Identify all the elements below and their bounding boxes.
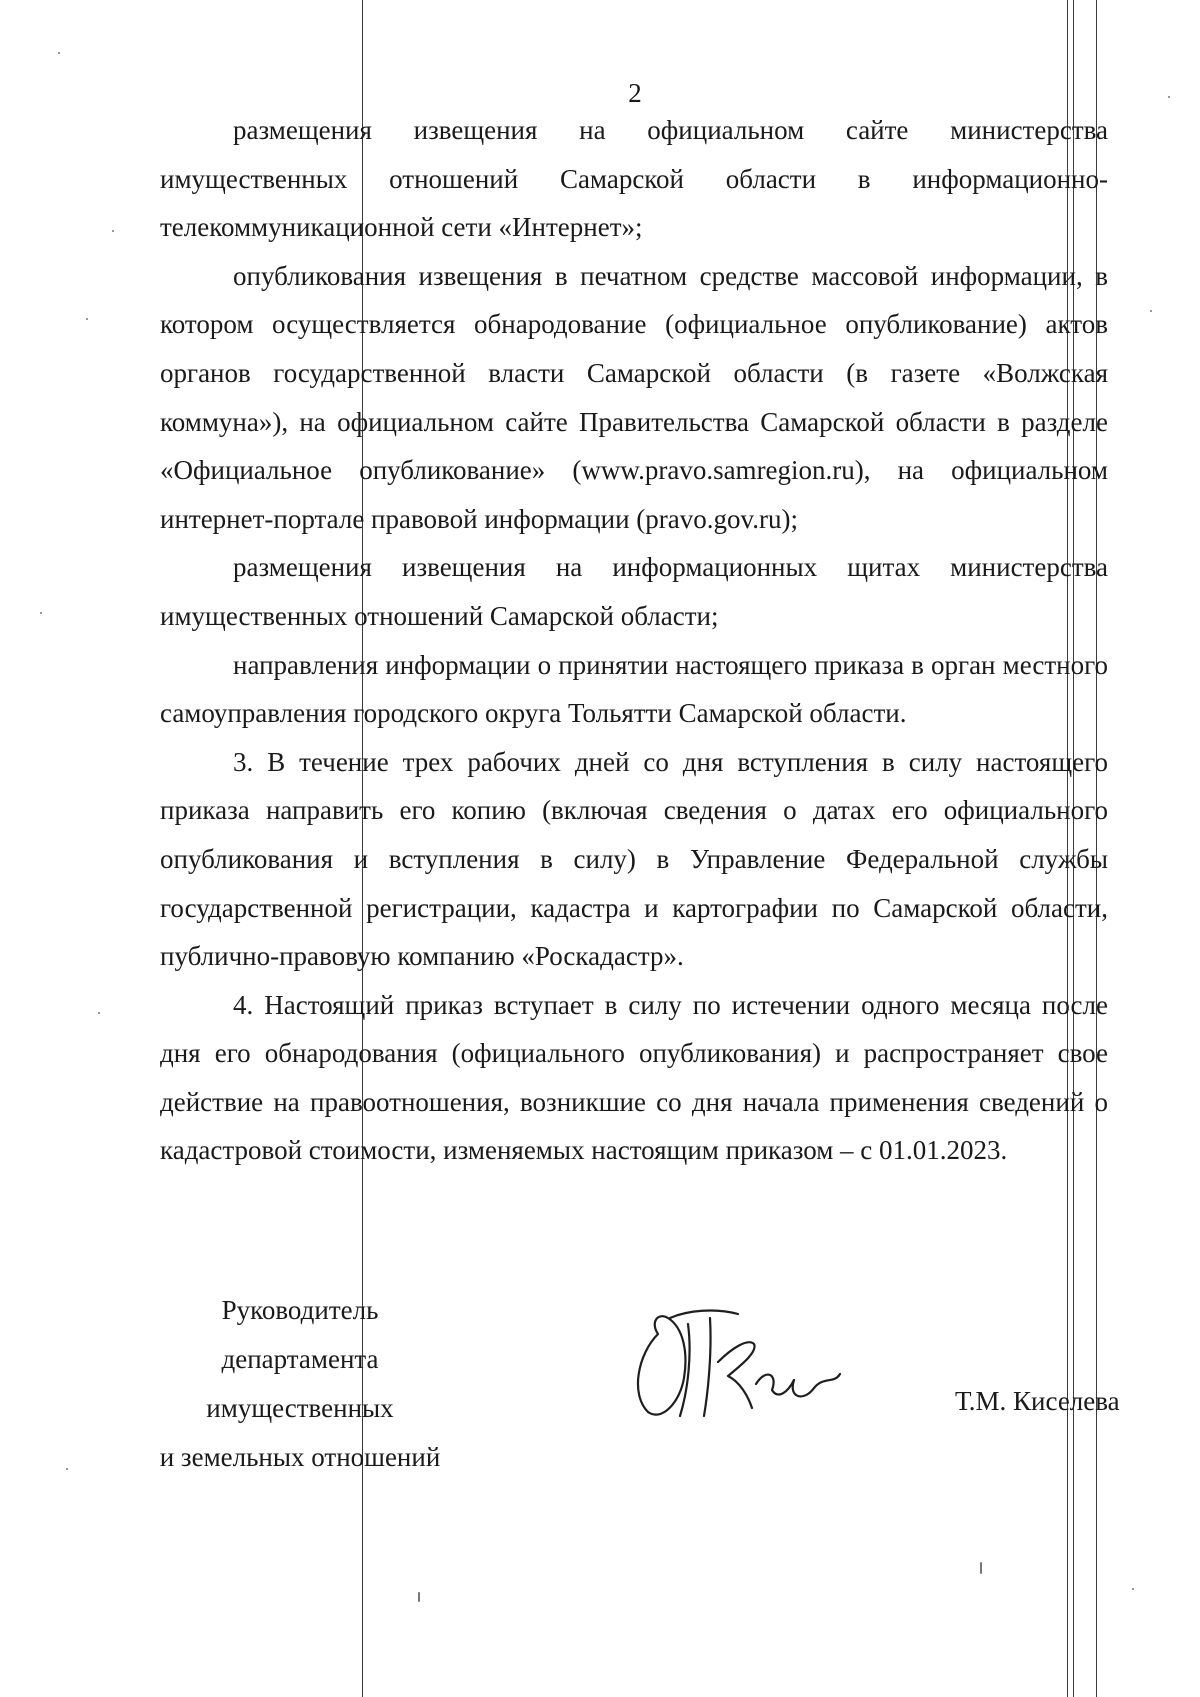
signatory-title-line: и земельных отношений (159, 1442, 441, 1472)
signatory-title-line: департамента (221, 1344, 379, 1374)
scan-speck (112, 230, 114, 232)
paragraph-item-3: 3. В течение трех рабочих дней со дня вступления в силу настоящего приказа направить его копию (включая сведения о датах его официального опубликования и вступления в силу) в Управление Федеральной службы государственной регистрации, кадастра и картографии по Самарской области, публично-правовую компанию «Роскадастр». (160, 746, 1108, 972)
scan-speck (86, 318, 88, 320)
scan-speck (1168, 96, 1170, 98)
signatory-name: Т.М. Киселева (955, 1386, 1120, 1416)
scan-speck (418, 1592, 420, 1602)
paragraph-item-4: 4. Настоящий приказ вступает в силу по истечении одного месяца после дня его обнародования (официального опубликования) и распространяет свое действие на правоотношения, возникшие со дня начала применения сведений о кадастровой стоимости, изменяемых настоящим приказом – с 01.01.2023. (160, 989, 1108, 1166)
scan-speck (980, 1562, 982, 1574)
signatory-title-line: Руководитель (221, 1295, 379, 1325)
handwritten-signature (628, 1304, 848, 1424)
scan-speck (40, 612, 42, 614)
paragraph-local-government: направления информации о принятии настоящего приказа в орган местного самоуправления городского округа Тольятти Самарской области. (160, 649, 1108, 729)
document-body (160, 106, 1108, 1175)
scan-speck (98, 1012, 100, 1014)
signatory-title-line: имущественных (206, 1393, 394, 1423)
scan-speck (58, 52, 60, 54)
signatory-title (130, 1286, 470, 1482)
paragraph-print-publication: опубликования извещения в печатном средстве массовой информации, в котором осуществляется обнародование (официальное опубликование) актов органов государственной власти Самарской области (в газете «Волжская коммуна»), на официальном сайте Правительства Самарской области в разделе «Официальное опубликование» (www.pravo.samregion.ru), на официальном интернет-портале правовой информации (pravo.gov.ru); (160, 260, 1108, 534)
scan-speck (1150, 310, 1152, 312)
page-number: 2 (628, 78, 642, 108)
paragraph-website-notice: размещения извещения на официальном сайте министерства имущественных отношений Самарской области в информационно-телекоммуникационной сети «Интернет»; (160, 115, 1108, 243)
scan-speck (66, 1468, 68, 1470)
paragraph-info-boards: размещения извещения на информационных щитах министерства имущественных отношений Самарской области; (160, 552, 1108, 631)
scan-speck (1132, 1588, 1134, 1590)
